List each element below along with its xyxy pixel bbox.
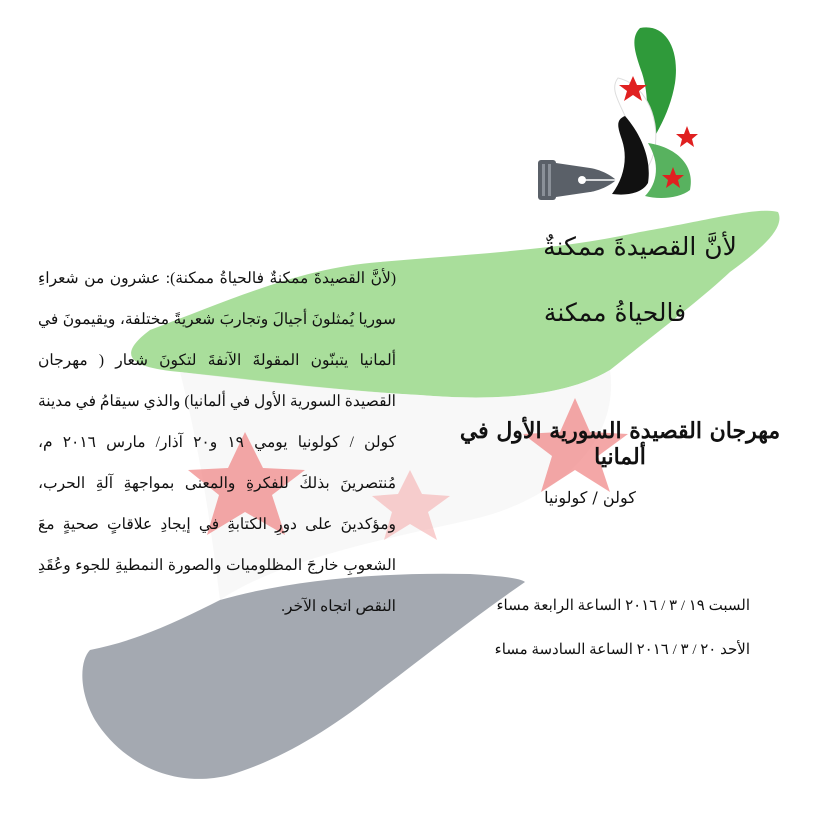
pen-nib-flag-icon bbox=[530, 18, 720, 208]
city-label: كولن / كولونيا bbox=[544, 488, 636, 507]
schedule-day-1: السبت ١٩ / ٣ / ٢٠١٦ الساعة الرابعة مساء bbox=[496, 598, 750, 614]
festival-description: (لأنَّ القصيدةَ ممكنةٌ فالحياةُ ممكنة): عشرون من شعراءِ سوريا يُمثلونَ أجيالَ وتجاربَ شعريةً مختلفة، ويقيمونَ في ألمانيا يتبنّون المقولةَ الآنفةَ لتكونَ شعار ( مهرجان القصيدة السورية الأول في ألمانيا) والذي سيقامُ في مدينة كولن / كولونيا يومي ١٩ و٢٠ آذار/ مارس ٢٠١٦ م، مُنتصرينَ بذلكَ للفكرةِ والمعنى بمواجهةِ آلةِ الحرب، ومؤكدينَ على دورِ الكتابةِ في إيجادِ علاقاتٍ صحيةٍ معَ الشعوبِ خارجَ المظلوميات والصورة النمطيةِ للجوء وعُقَدِ النقص اتجاه الآخر. bbox=[38, 270, 396, 615]
tagline-line-1: لأنَّ القصيدةَ ممكنةٌ bbox=[543, 232, 737, 261]
tagline-line-2: فالحياةُ ممكنة bbox=[543, 298, 687, 327]
festival-title: مهرجان القصيدة السورية الأول في ألمانيا bbox=[459, 418, 781, 470]
schedule-day-2: الأحد ٢٠ / ٣ / ٢٠١٦ الساعة السادسة مساء bbox=[494, 642, 750, 658]
